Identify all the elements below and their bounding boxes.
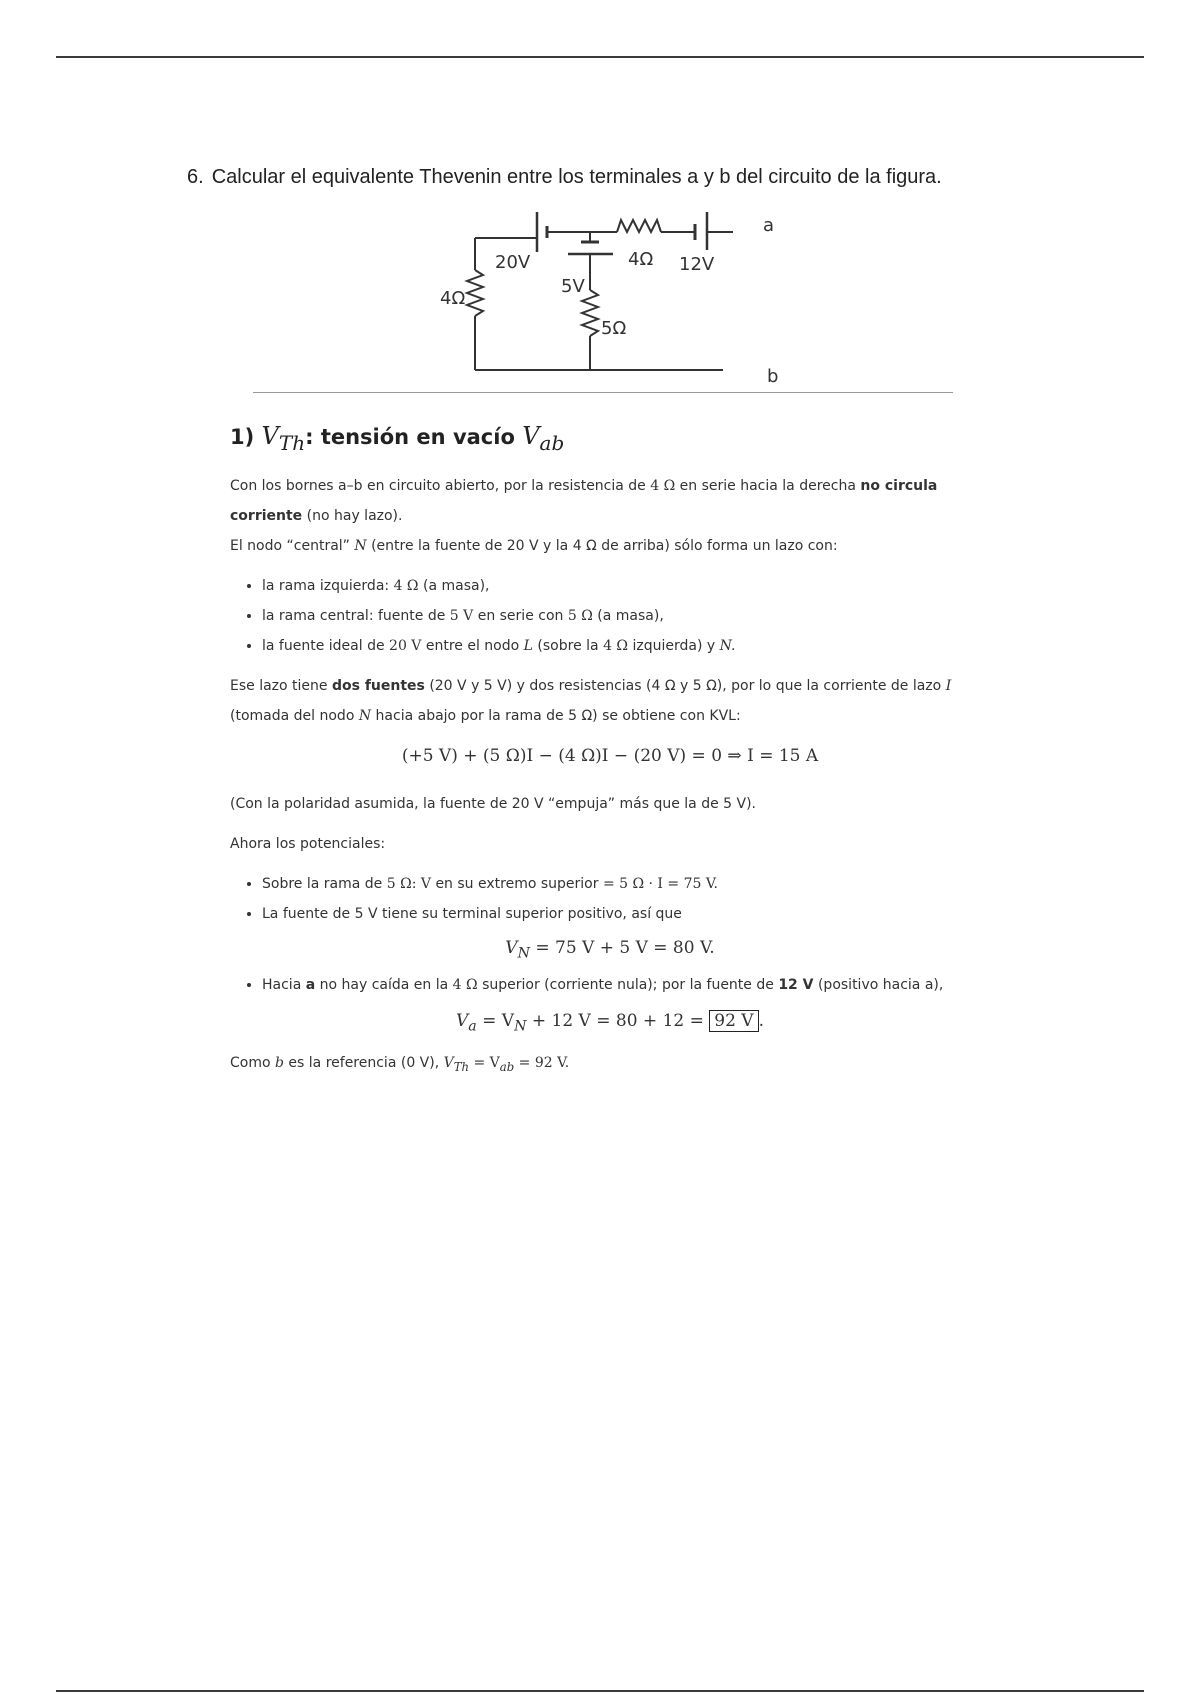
terminal-a-label: a: [763, 215, 775, 236]
footer-rule: [56, 1690, 1144, 1692]
vth-symbol: $V_{Th}$: [261, 422, 306, 455]
list-item: • Sobre la rama de 5 Ω: V en su extremo superior = 5 Ω · I = 75 V.: [262, 869, 990, 899]
label-20v: 20V: [495, 252, 531, 273]
list-item: • La fuente de 5 V tiene su terminal superior positivo, así que: [262, 899, 990, 929]
label-r5: 5Ω: [601, 318, 627, 339]
list-item: • la rama izquierda: 4 Ω (a masa),: [262, 571, 990, 601]
list-item: • la rama central: fuente de 5 V en serie con 5 Ω (a masa),: [262, 601, 990, 631]
potentials-list: [230, 869, 990, 929]
terminal-b-label: b: [767, 366, 779, 387]
paragraph-kvl-intro: Ese lazo tiene dos fuentes (20 V y 5 V) y dos resistencias (4 Ω y 5 Ω), por lo que la corriente de lazo I (tomada del nodo N hacia abajo por la rama de 5 Ω) se obtiene con KVL:: [230, 677, 952, 724]
problem-text: Calcular el equivalente Thevenin entre los terminales a y b del circuito de la figura.: [211, 166, 942, 188]
paragraph-conclusion: Como b es la referencia (0 V), $V_{Th} = V_{ab} = 92$ V.: [230, 1054, 570, 1074]
header-rule: [56, 56, 1144, 58]
section-heading: [230, 422, 990, 455]
terminal-a-equation: $V_a = V_N + 12$ V = 80 + 12 = 92 V .: [456, 1011, 764, 1035]
terminal-a-list: [230, 970, 990, 1000]
list-item: • la fuente ideal de 20 V entre el nodo L (sobre la 4 Ω izquierda) y N.: [262, 631, 990, 661]
resistor-4-top: [617, 220, 661, 232]
paragraph-potentials-intro: Ahora los potenciales:: [230, 835, 386, 852]
list-item: • Hacia a no hay caída en la 4 Ω superior (corriente nula); por la fuente de 12 V (positivo hacia a),: [262, 970, 990, 1000]
node-voltage-equation: $V_N = 75$ V + 5 V = 80 V.: [505, 937, 715, 962]
section-title: : tensión en vacío: [305, 425, 515, 449]
boxed-result: 92 V: [709, 1010, 758, 1032]
label-12v: 12V: [679, 254, 715, 275]
resistor-4-left: [467, 270, 483, 316]
paragraph-central-node: El nodo “central” N (entre la fuente de 20 V y la 4 Ω de arriba) sólo forma un lazo con:: [230, 537, 838, 554]
label-r4-top: 4Ω: [628, 249, 654, 270]
section-number: 1): [230, 425, 255, 449]
solution-content: [230, 412, 990, 1091]
problem-number: 6.: [187, 166, 204, 188]
circuit-diagram: [225, 198, 1025, 398]
kvl-equation: (+5 V) + (5 Ω)I − (4 Ω)I − (20 V) = 0 ⇒ I = 15 A: [401, 745, 819, 766]
label-r4-left: 4Ω: [440, 288, 466, 309]
vab-symbol: $V_{ab}$: [522, 422, 565, 455]
label-5v: 5V: [561, 276, 585, 297]
loop-branch-list: [230, 571, 990, 661]
figure-divider: [253, 392, 953, 393]
paragraph-open-circuit: Con los bornes a–b en circuito abierto, por la resistencia de 4 Ω en serie hacia la derecha no circula corriente (no hay lazo).: [230, 477, 938, 524]
paragraph-polarity-note: (Con la polaridad asumida, la fuente de 20 V “empuja” más que la de 5 V).: [230, 795, 756, 812]
problem-statement: [187, 166, 942, 189]
